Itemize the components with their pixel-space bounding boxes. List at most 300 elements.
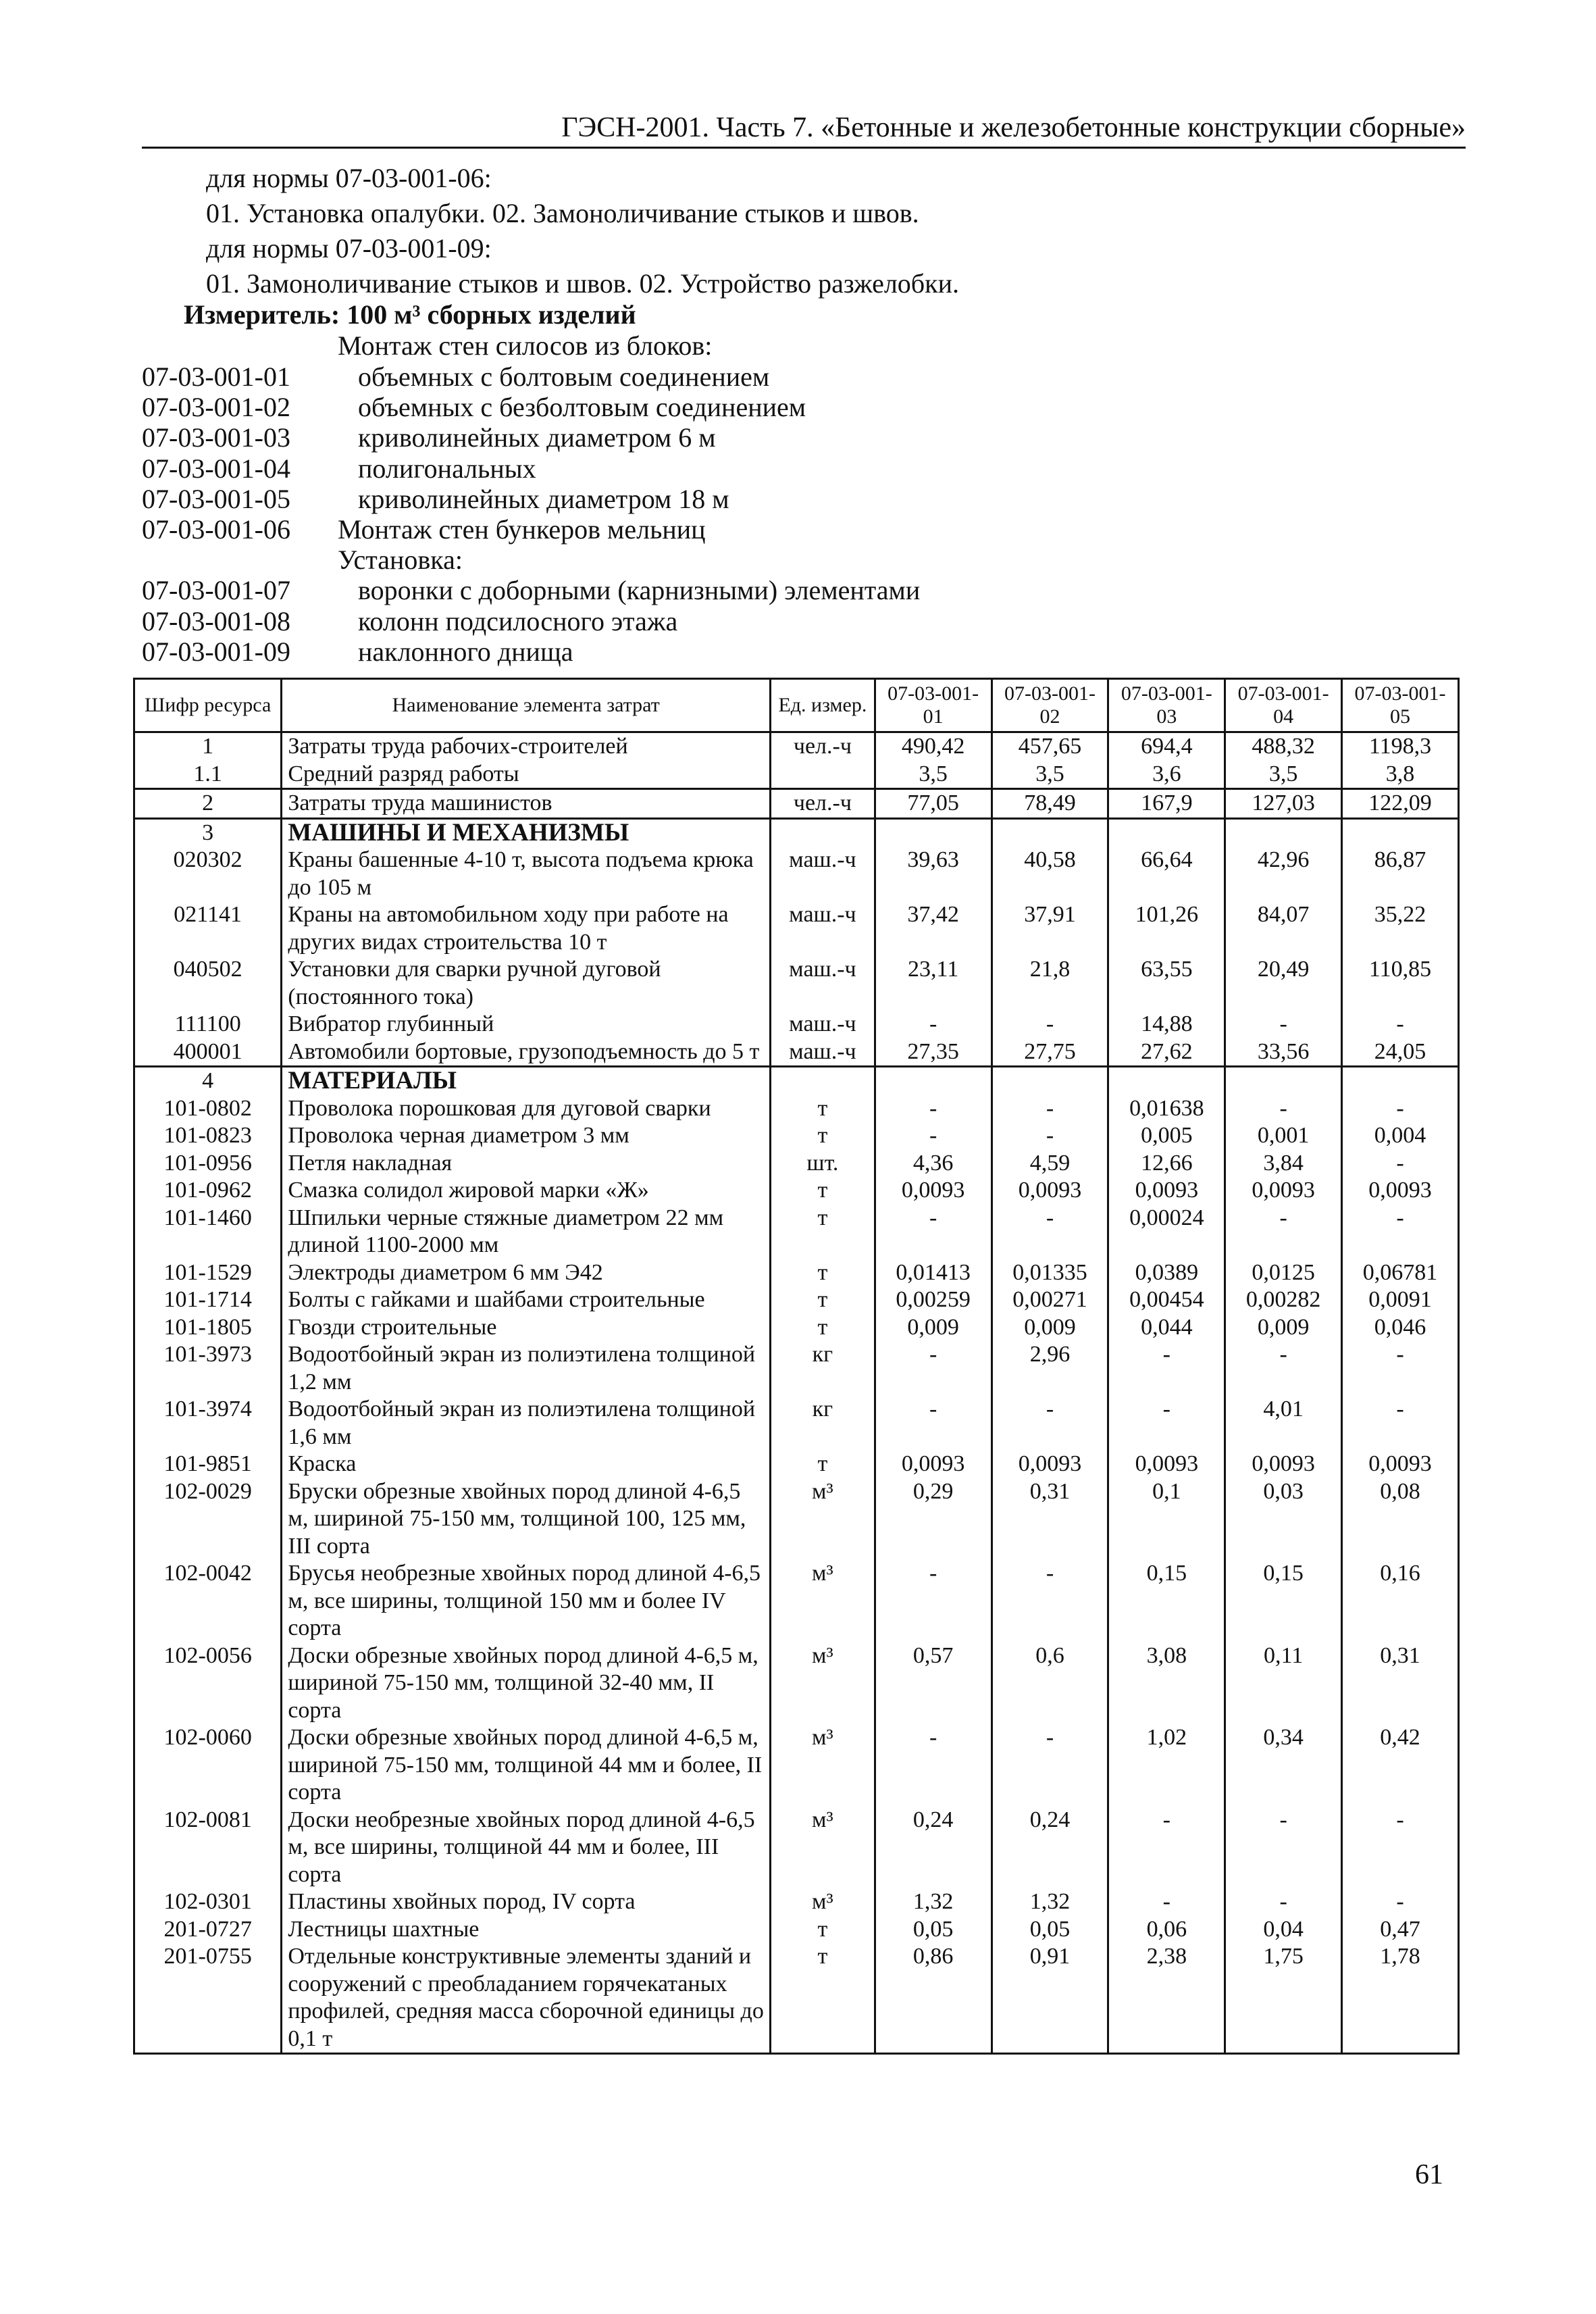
value-cell: 0,009 [1225,1314,1342,1342]
table-row [134,761,1459,789]
value-cell: - [1108,1888,1225,1916]
value-cell: 20,49 [1225,956,1342,1011]
norm-code: 07-03-001-03 [142,422,290,453]
value-cell: - [875,1011,992,1038]
norm-code: 07-03-001-02 [142,392,290,423]
table-row [134,1286,1459,1314]
value-cell: 0,0125 [1225,1259,1342,1287]
value-cell: 0,0389 [1108,1259,1225,1287]
cost-element-name: Гвозди строительные [282,1314,771,1342]
norm-code: 07-03-001-06 [142,513,290,545]
value-cell: 0,005 [1108,1122,1225,1150]
value-cell: 4,01 [1225,1396,1342,1451]
resource-code: 3 [134,818,282,847]
value-cell: - [875,1341,992,1396]
resource-code: 2 [134,789,282,819]
value-cell: 0,24 [992,1807,1108,1889]
cost-element-name: Доски необрезные хвойных пород длиной 4-6,5 м, все ширины, толщиной 44 мм и более, III сорта [282,1807,771,1889]
unit-cell: кг [771,1396,875,1451]
unit-cell: т [771,1451,875,1478]
section-title: МАШИНЫ И МЕХАНИЗМЫ [282,818,771,847]
resource-code: 4 [134,1067,282,1095]
value-cell: 0,0093 [875,1177,992,1205]
value-cell: - [1342,1807,1459,1889]
codes-subtitle: Монтаж стен силосов из блоков: [338,330,713,361]
intro-line-2: 01. Установка опалубки. 02. Замоноличивание стыков и швов. [206,198,919,228]
value-cell: 0,11 [1225,1642,1342,1725]
resource-code: 101-1714 [134,1286,282,1314]
unit-cell: м³ [771,1642,875,1725]
value-cell: 1198,3 [1342,732,1459,761]
resource-code: 020302 [134,847,282,901]
table-row [134,1396,1459,1451]
value-cell: - [875,1396,992,1451]
value-cell: 3,84 [1225,1150,1342,1178]
unit-cell: т [771,1095,875,1123]
table-row [134,1642,1459,1725]
norm-code-row [142,453,1290,484]
resource-code: 101-0956 [134,1150,282,1178]
intro-line-1: для нормы 07-03-001-06: [206,163,492,193]
unit-cell: м³ [771,1807,875,1889]
norm-code-row [142,392,1290,422]
value-cell: 84,07 [1225,901,1342,956]
norm-code-row [142,575,1290,605]
unit-cell: т [771,1259,875,1287]
cost-element-name: Петля накладная [282,1150,771,1178]
value-cell: 23,11 [875,956,992,1011]
unit-cell: т [771,1122,875,1150]
col-header-norm-5: 07-03-001-05 [1342,679,1459,732]
value-cell: 0,00271 [992,1286,1108,1314]
table-row [134,1259,1459,1287]
cost-element-name: Средний разряд работы [282,761,771,789]
value-cell: - [1342,1011,1459,1038]
value-cell: 0,0093 [1225,1451,1342,1478]
cost-element-name: Затраты труда рабочих-строителей [282,732,771,761]
resource-code: 102-0029 [134,1478,282,1561]
value-cell: 490,42 [875,732,992,761]
value-cell: 694,4 [1108,732,1225,761]
value-cell: 35,22 [1342,901,1459,956]
value-cell: 0,16 [1342,1560,1459,1642]
value-cell: 12,66 [1108,1150,1225,1178]
table-row [134,1451,1459,1478]
value-cell: 0,24 [875,1807,992,1889]
table-row [134,1724,1459,1807]
value-cell: - [992,1122,1108,1150]
norm-code: 07-03-001-08 [142,605,290,636]
value-cell: 0,0093 [992,1177,1108,1205]
value-cell: 0,04 [1225,1916,1342,1944]
resource-code: 201-0727 [134,1916,282,1944]
value-cell: 27,75 [992,1038,1108,1067]
cost-element-name: Смазка солидол жировой марки «Ж» [282,1177,771,1205]
value-cell: - [1342,1341,1459,1396]
value-cell [992,1067,1108,1095]
unit-cell: маш.-ч [771,1011,875,1038]
table-row [134,1011,1459,1038]
page-header [142,111,1466,149]
value-cell: 0,046 [1342,1314,1459,1342]
value-cell: - [992,1724,1108,1807]
norm-code: 07-03-001-01 [142,361,290,392]
value-cell: - [875,1724,992,1807]
value-cell: 0,06781 [1342,1259,1459,1287]
cost-element-name: Краны на автомобильном ходу при работе на других видах строительства 10 т [282,901,771,956]
value-cell: 27,62 [1108,1038,1225,1067]
resource-code: 101-3973 [134,1341,282,1396]
cost-element-name: Отдельные конструктивные элементы зданий и сооружений с преобладанием горячекатаных профилей, средняя масса сборочной единицы до 0,1 т [282,1943,771,2054]
resource-code: 101-9851 [134,1451,282,1478]
resource-code: 101-3974 [134,1396,282,1451]
intro-line-3: для нормы 07-03-001-09: [206,233,492,263]
cost-element-name: Бруски обрезные хвойных пород длиной 4-6,5 м, шириной 75-150 мм, толщиной 100, 125 мм, III сорта [282,1478,771,1561]
unit-cell: маш.-ч [771,847,875,901]
value-cell: 0,05 [875,1916,992,1944]
value-cell: - [1342,1205,1459,1259]
value-cell: - [1225,1807,1342,1889]
value-cell: - [992,1205,1108,1259]
unit-cell: т [771,1916,875,1944]
value-cell: 0,00454 [1108,1286,1225,1314]
value-cell: 0,044 [1108,1314,1225,1342]
resource-code: 102-0042 [134,1560,282,1642]
value-cell: 167,9 [1108,789,1225,819]
value-cell: 0,08 [1342,1478,1459,1561]
unit-cell: т [771,1177,875,1205]
value-cell: 63,55 [1108,956,1225,1011]
resource-code: 102-0301 [134,1888,282,1916]
cost-element-name: Лестницы шахтные [282,1916,771,1944]
norm-description: криволинейных диаметром 18 м [358,483,729,514]
value-cell: 37,42 [875,901,992,956]
norm-code-row [142,361,1290,392]
value-cell: - [1225,1011,1342,1038]
value-cell: 3,08 [1108,1642,1225,1725]
value-cell: 0,86 [875,1943,992,2054]
intro-line-4: 01. Замоноличивание стыков и швов. 02. Устройство разжелобки. [206,268,959,299]
value-cell: - [1108,1807,1225,1889]
unit-cell: чел.-ч [771,789,875,819]
value-cell: - [875,1560,992,1642]
norm-codes-list [142,361,1290,667]
value-cell: 42,96 [1225,847,1342,901]
resource-code: 102-0060 [134,1724,282,1807]
resource-code: 1 [134,732,282,761]
norm-description: объемных с безболтовым соединением [358,392,806,423]
value-cell [875,818,992,847]
cost-element-name: Шпильки черные стяжные диаметром 22 мм длиной 1100-2000 мм [282,1205,771,1259]
table-row [134,818,1459,847]
value-cell: 1,75 [1225,1943,1342,2054]
cost-element-name: Доски обрезные хвойных пород длиной 4-6,5 м, шириной 75-150 мм, толщиной 32-40 мм, II сорта [282,1642,771,1725]
value-cell: 1,32 [992,1888,1108,1916]
unit-cell: т [771,1314,875,1342]
value-cell: 4,59 [992,1150,1108,1178]
value-cell: 1,78 [1342,1943,1459,2054]
cost-element-name: Болты с гайками и шайбами строительные [282,1286,771,1314]
norm-description: воронки с доборными (карнизными) элементами [358,575,921,606]
value-cell: 27,35 [875,1038,992,1067]
norm-description: Монтаж стен бункеров мельниц [338,513,706,545]
table-header-row [134,679,1459,732]
value-cell: 0,6 [992,1642,1108,1725]
value-cell: 0,0093 [1342,1451,1459,1478]
value-cell: 0,47 [1342,1916,1459,1944]
value-cell: - [1342,1396,1459,1451]
table-row [134,1067,1459,1095]
table-row [134,1341,1459,1396]
norm-description: Установка: [338,545,463,576]
value-cell: 0,00024 [1108,1205,1225,1259]
table-row [134,789,1459,819]
value-cell: 0,01638 [1108,1095,1225,1123]
table-body [134,732,1459,2054]
unit-cell: м³ [771,1478,875,1561]
norm-code-row [142,636,1290,667]
value-cell: 39,63 [875,847,992,901]
value-cell [875,1067,992,1095]
value-cell: 0,001 [1225,1122,1342,1150]
cost-element-name: Водоотбойный экран из полиэтилена толщиной 1,2 мм [282,1341,771,1396]
value-cell [1342,818,1459,847]
cost-element-name: Проволока черная диаметром 3 мм [282,1122,771,1150]
unit-cell: маш.-ч [771,901,875,956]
resource-code: 102-0056 [134,1642,282,1725]
col-header-code: Шифр ресурса [134,679,282,732]
value-cell: 127,03 [1225,789,1342,819]
resource-code: 1.1 [134,761,282,789]
table-row [134,901,1459,956]
value-cell: 3,8 [1342,761,1459,789]
value-cell: 24,05 [1342,1038,1459,1067]
value-cell: 0,004 [1342,1122,1459,1150]
value-cell: 21,8 [992,956,1108,1011]
value-cell: 77,05 [875,789,992,819]
value-cell: 3,6 [1108,761,1225,789]
value-cell: 0,31 [992,1478,1108,1561]
resource-code: 102-0081 [134,1807,282,1889]
value-cell: 101,26 [1108,901,1225,956]
value-cell: 1,32 [875,1888,992,1916]
unit-cell [771,761,875,789]
value-cell: 0,03 [1225,1478,1342,1561]
value-cell: 4,36 [875,1150,992,1178]
cost-element-name: Водоотбойный экран из полиэтилена толщиной 1,6 мм [282,1396,771,1451]
table-row [134,1122,1459,1150]
norm-code-row [142,484,1290,514]
value-cell: 0,0091 [1342,1286,1459,1314]
value-cell: 0,31 [1342,1642,1459,1725]
value-cell: 40,58 [992,847,1108,901]
value-cell: 0,57 [875,1642,992,1725]
value-cell: 0,00282 [1225,1286,1342,1314]
unit-cell: т [771,1286,875,1314]
value-cell: - [992,1011,1108,1038]
value-cell [1225,1067,1342,1095]
table-row [134,1943,1459,2054]
value-cell: - [1108,1341,1225,1396]
norm-code-row [142,545,1290,575]
value-cell: - [1225,1888,1342,1916]
resource-code: 021141 [134,901,282,956]
value-cell: 488,32 [1225,732,1342,761]
value-cell: 0,91 [992,1943,1108,2054]
value-cell: - [992,1095,1108,1123]
value-cell [1225,818,1342,847]
table-row [134,1150,1459,1178]
unit-cell: м³ [771,1724,875,1807]
resource-code: 040502 [134,956,282,1011]
unit-cell [771,818,875,847]
col-header-unit: Ед. измер. [771,679,875,732]
unit-cell: шт. [771,1150,875,1178]
cost-element-name: Затраты труда машинистов [282,789,771,819]
unit-cell: м³ [771,1888,875,1916]
table-row [134,732,1459,761]
unit-cell: маш.-ч [771,956,875,1011]
value-cell: 0,0093 [1342,1177,1459,1205]
value-cell: - [1342,1095,1459,1123]
resource-code: 101-0802 [134,1095,282,1123]
value-cell: - [875,1122,992,1150]
cost-element-name: Пластины хвойных пород, IV сорта [282,1888,771,1916]
value-cell: 0,01413 [875,1259,992,1287]
table-row [134,1807,1459,1889]
norm-code: 07-03-001-09 [142,636,290,667]
value-cell: 0,1 [1108,1478,1225,1561]
table-row [134,847,1459,901]
col-header-norm-3: 07-03-001-03 [1108,679,1225,732]
cost-element-name: Электроды диаметром 6 мм Э42 [282,1259,771,1287]
value-cell: 0,05 [992,1916,1108,1944]
unit-cell: кг [771,1341,875,1396]
table-row [134,1177,1459,1205]
norm-description: криволинейных диаметром 6 м [358,422,716,453]
value-cell [1108,818,1225,847]
section-title: МАТЕРИАЛЫ [282,1067,771,1095]
value-cell: 0,0093 [1225,1177,1342,1205]
value-cell: - [992,1560,1108,1642]
norm-description: полигональных [358,453,536,484]
norm-code-row [142,422,1290,453]
cost-element-name: Брусья необрезные хвойных пород длиной 4-6,5 м, все ширины, толщиной 150 мм и более IV сорта [282,1560,771,1642]
value-cell: 3,5 [992,761,1108,789]
table-row [134,1095,1459,1123]
unit-cell [771,1067,875,1095]
table-row [134,1916,1459,1944]
table-row [134,1560,1459,1642]
value-cell: 0,0093 [1108,1451,1225,1478]
norm-code: 07-03-001-04 [142,453,290,484]
resource-code: 101-1460 [134,1205,282,1259]
value-cell: - [1225,1341,1342,1396]
table-row [134,1888,1459,1916]
value-cell: - [1342,1888,1459,1916]
value-cell: 3,5 [875,761,992,789]
value-cell: 122,09 [1342,789,1459,819]
value-cell: 66,64 [1108,847,1225,901]
col-header-norm-1: 07-03-001-01 [875,679,992,732]
norm-description: наклонного днища [358,636,573,667]
value-cell: 86,87 [1342,847,1459,901]
norms-table [133,678,1460,2055]
value-cell: 0,00259 [875,1286,992,1314]
value-cell [1108,1067,1225,1095]
measure-unit: Измеритель: 100 м³ сборных изделий [184,299,636,330]
cost-element-name: Установки для сварки ручной дуговой (постоянного тока) [282,956,771,1011]
cost-element-name: Вибратор глубинный [282,1011,771,1038]
resource-code: 101-0823 [134,1122,282,1150]
cost-element-name: Автомобили бортовые, грузоподъемность до 5 т [282,1038,771,1067]
value-cell: 110,85 [1342,956,1459,1011]
resource-code: 201-0755 [134,1943,282,2054]
unit-cell: м³ [771,1560,875,1642]
value-cell: 0,34 [1225,1724,1342,1807]
value-cell: - [875,1095,992,1123]
unit-cell: маш.-ч [771,1038,875,1067]
resource-code: 111100 [134,1011,282,1038]
table-row [134,1314,1459,1342]
value-cell: 1,02 [1108,1724,1225,1807]
unit-cell: т [771,1943,875,2054]
resource-code: 400001 [134,1038,282,1067]
value-cell: 0,15 [1225,1560,1342,1642]
norm-description: объемных с болтовым соединением [358,361,770,392]
unit-cell: чел.-ч [771,732,875,761]
unit-cell: т [771,1205,875,1259]
col-header-norm-2: 07-03-001-02 [992,679,1108,732]
value-cell: 3,5 [1225,761,1342,789]
page-number: 61 [1415,2159,1443,2190]
norm-code: 07-03-001-05 [142,483,290,514]
col-header-name: Наименование элемента затрат [282,679,771,732]
value-cell: 33,56 [1225,1038,1342,1067]
value-cell: 0,29 [875,1478,992,1561]
value-cell: - [1342,1150,1459,1178]
resource-code: 101-0962 [134,1177,282,1205]
cost-element-name: Краска [282,1451,771,1478]
value-cell: 0,0093 [875,1451,992,1478]
table-row [134,1038,1459,1067]
resource-code: 101-1529 [134,1259,282,1287]
value-cell: - [992,1396,1108,1451]
value-cell: - [875,1205,992,1259]
value-cell: 0,01335 [992,1259,1108,1287]
header-title: ГЭСН-2001. Часть 7. «Бетонные и железобетонные конструкции сборные» [561,112,1466,143]
table-row [134,1478,1459,1561]
value-cell: 0,15 [1108,1560,1225,1642]
norm-code-row [142,606,1290,636]
value-cell: 14,88 [1108,1011,1225,1038]
norm-code-row [142,514,1290,545]
value-cell: 37,91 [992,901,1108,956]
value-cell: - [1225,1095,1342,1123]
table-row [134,956,1459,1011]
value-cell: 0,42 [1342,1724,1459,1807]
table-row [134,1205,1459,1259]
value-cell: 78,49 [992,789,1108,819]
value-cell [1342,1067,1459,1095]
value-cell: 0,06 [1108,1916,1225,1944]
value-cell: 0,0093 [992,1451,1108,1478]
cost-element-name: Доски обрезные хвойных пород длиной 4-6,5 м, шириной 75-150 мм, толщиной 44 мм и более, II сорта [282,1724,771,1807]
cost-element-name: Проволока порошковая для дуговой сварки [282,1095,771,1123]
value-cell: - [1225,1205,1342,1259]
value-cell: 2,96 [992,1341,1108,1396]
value-cell: 0,009 [875,1314,992,1342]
